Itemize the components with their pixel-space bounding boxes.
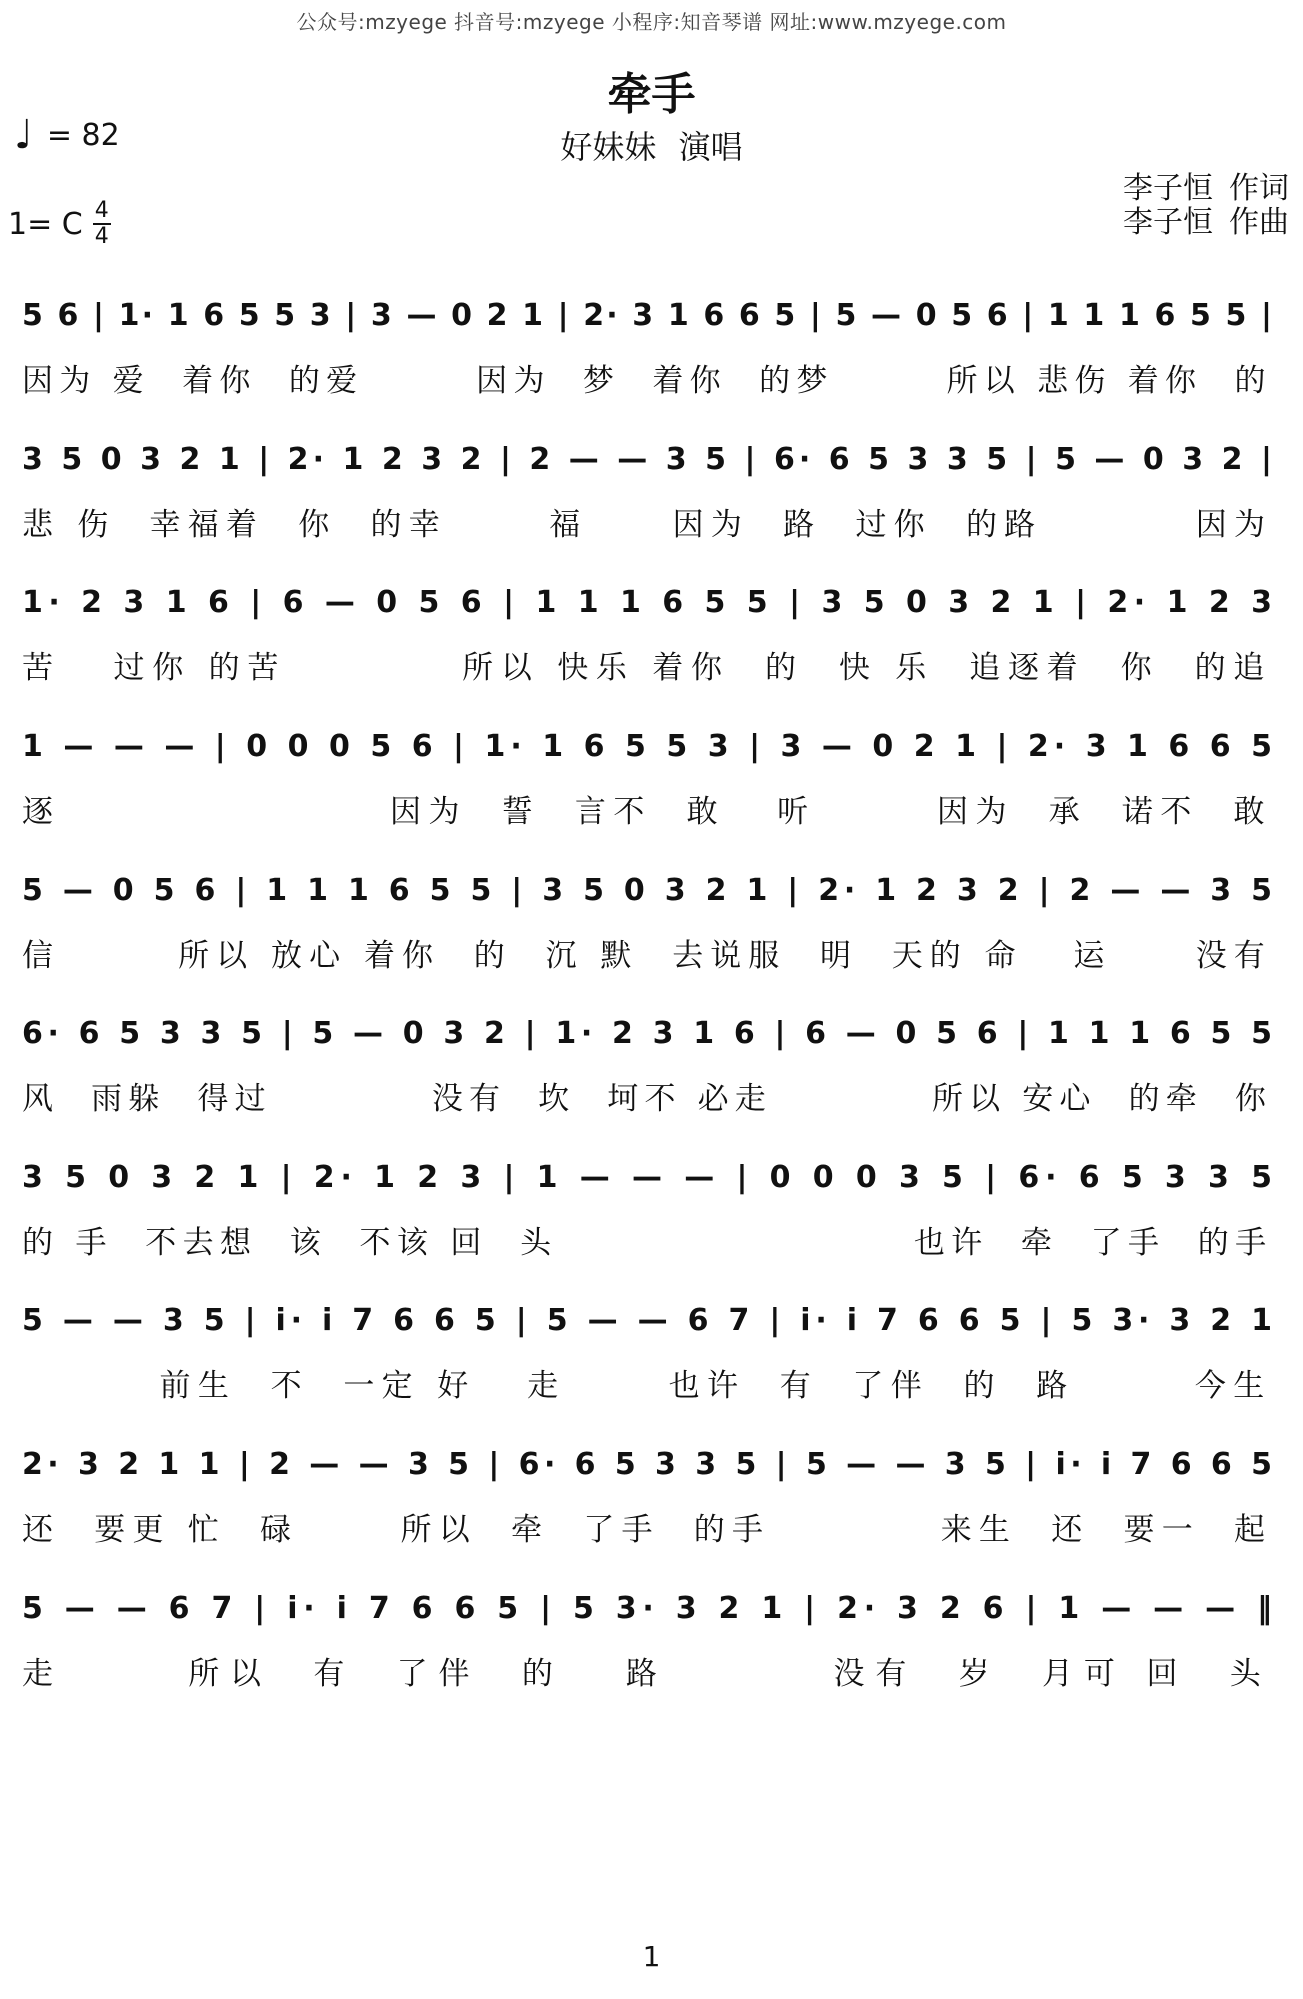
notation-text: 3 5 0 3 2 1 | 2· 1 2 3 | 1 — — — | 0 0 0 3 5 | 6· 6 5 3 3 5 <box>22 1160 1272 1195</box>
notation-line-4 <box>22 716 1292 776</box>
lyric-line-9: 还 要更 忙 碌 所以 牵 了手 的手 来生 还 要一 起 <box>22 1512 1273 1548</box>
time-signature-top: 4 <box>94 198 109 223</box>
page-number: 1 <box>642 1940 661 1973</box>
lyric-line-4: 逐 因为 誓 言不 敢 听 因为 承 诺不 敢 <box>22 794 1273 830</box>
notation-text: 3 5 0 3 2 1 | 2· 1 2 3 2 | 2 — — 3 5 | 6· 6 5 3 3 5 | 5 — 0 3 2 | <box>22 442 1272 477</box>
lyric-line-8: 前生 不 一定 好 走 也许 有 了伴 的 路 今生 <box>22 1368 1272 1404</box>
score-system-3 <box>22 572 1292 712</box>
lyric-line-10: 走 所以 有 了伴 的 路 没有 岁 月可 回 头 <box>22 1656 1272 1692</box>
notation-line-5 <box>22 860 1292 920</box>
key-signature <box>8 200 111 248</box>
score-system-2 <box>22 429 1292 569</box>
lyric-line-2: 悲 伤 幸福着 你 的幸 福 因为 路 过你 的路 因为 <box>22 507 1273 543</box>
lyric-line-7: 的 手 不去想 该 不该 回 头 也许 牵 了手 的手 <box>22 1225 1273 1261</box>
composer-credit <box>1123 206 1289 240</box>
lyric-line-1: 因为 爱 着你 的爱 因为 梦 着你 的梦 所以 悲伤 着你 的 <box>22 363 1272 399</box>
composer-name: 李子恒 <box>1123 205 1213 240</box>
score-system-8 <box>22 1290 1292 1430</box>
notation-text: 6· 6 5 3 3 5 | 5 — 0 3 2 | 1· 2 3 1 6 | 6 — 0 5 6 | 1 1 1 6 5 5 <box>22 1016 1272 1051</box>
composer-role: 作曲 <box>1229 205 1289 240</box>
lyricist-role: 作词 <box>1229 171 1289 206</box>
tempo-marking <box>14 112 120 158</box>
lyric-line-6: 风 雨躲 得过 没有 坎 坷不 必走 所以 安心 的牵 你 <box>22 1081 1273 1117</box>
notation-text: 1 — — — | 0 0 0 5 6 | 1· 1 6 5 5 3 | 3 — 0 2 1 | 2· 3 1 6 6 5 <box>22 729 1272 764</box>
notation-line-7 <box>22 1147 1292 1207</box>
performer-line: 好妹妹 演唱 <box>560 128 743 166</box>
score-system-7 <box>22 1147 1292 1287</box>
song-title: 牵手 <box>607 69 696 120</box>
notation-line-2 <box>22 429 1292 489</box>
notation-line-9 <box>22 1434 1292 1494</box>
lyricist-name: 李子恒 <box>1123 171 1213 206</box>
notation-text: 5 — — 6 7 | i· i 7 6 6 5 | 5 3· 3 2 1 | 2· 3 2 6 | 1 — — — ‖ <box>22 1591 1272 1626</box>
credits <box>1123 172 1289 240</box>
time-signature <box>93 200 111 248</box>
score-system-4 <box>22 716 1292 856</box>
quarter-note-icon: ♩ <box>14 112 33 158</box>
notation-text: 5 — 0 5 6 | 1 1 1 6 5 5 | 3 5 0 3 2 1 | 2· 1 2 3 2 | 2 — — 3 5 <box>22 873 1272 908</box>
notation-text: 5 — — 3 5 | i· i 7 6 6 5 | 5 — — 6 7 | i· i 7 6 6 5 | 5 3· 3 2 1 <box>22 1303 1272 1338</box>
notation-line-3 <box>22 572 1292 632</box>
tempo-value: = 82 <box>46 117 120 153</box>
notation-line-6 <box>22 1003 1292 1063</box>
notation-line-8 <box>22 1290 1292 1350</box>
lyric-line-3: 苦 过你 的苦 所以 快乐 着你 的 快 乐 追逐着 你 的追 <box>22 650 1273 686</box>
lyric-line-5: 信 所以 放心 着你 的 沉 默 去说服 明 天的 命 运 没有 <box>22 938 1272 974</box>
notation-text: 2· 3 2 1 1 | 2 — — 3 5 | 6· 6 5 3 3 5 | 5 — — 3 5 | i· i 7 6 6 5 <box>22 1447 1272 1482</box>
score-system-6 <box>22 1003 1292 1143</box>
site-info-header: 公众号:mzyege 抖音号:mzyege 小程序:知音琴谱 网址:www.mzyege.com <box>296 10 1007 34</box>
time-signature-bottom: 4 <box>94 224 109 249</box>
notation-text: 5 6 | 1· 1 6 5 5 3 | 3 — 0 2 1 | 2· 3 1 6 6 5 | 5 — 0 5 6 | 1 1 1 6 5 5 | <box>22 298 1273 333</box>
score-system-1 <box>22 285 1292 425</box>
notation-line-10 <box>22 1578 1292 1638</box>
key-label: 1= C <box>8 206 83 242</box>
lyricist-credit <box>1123 172 1289 206</box>
score-system-9 <box>22 1434 1292 1574</box>
score-system-10 <box>22 1578 1292 1718</box>
score-system-5 <box>22 860 1292 1000</box>
notation-text: 1· 2 3 1 6 | 6 — 0 5 6 | 1 1 1 6 5 5 | 3 5 0 3 2 1 | 2· 1 2 3 <box>22 585 1273 620</box>
notation-line-1 <box>22 285 1292 345</box>
